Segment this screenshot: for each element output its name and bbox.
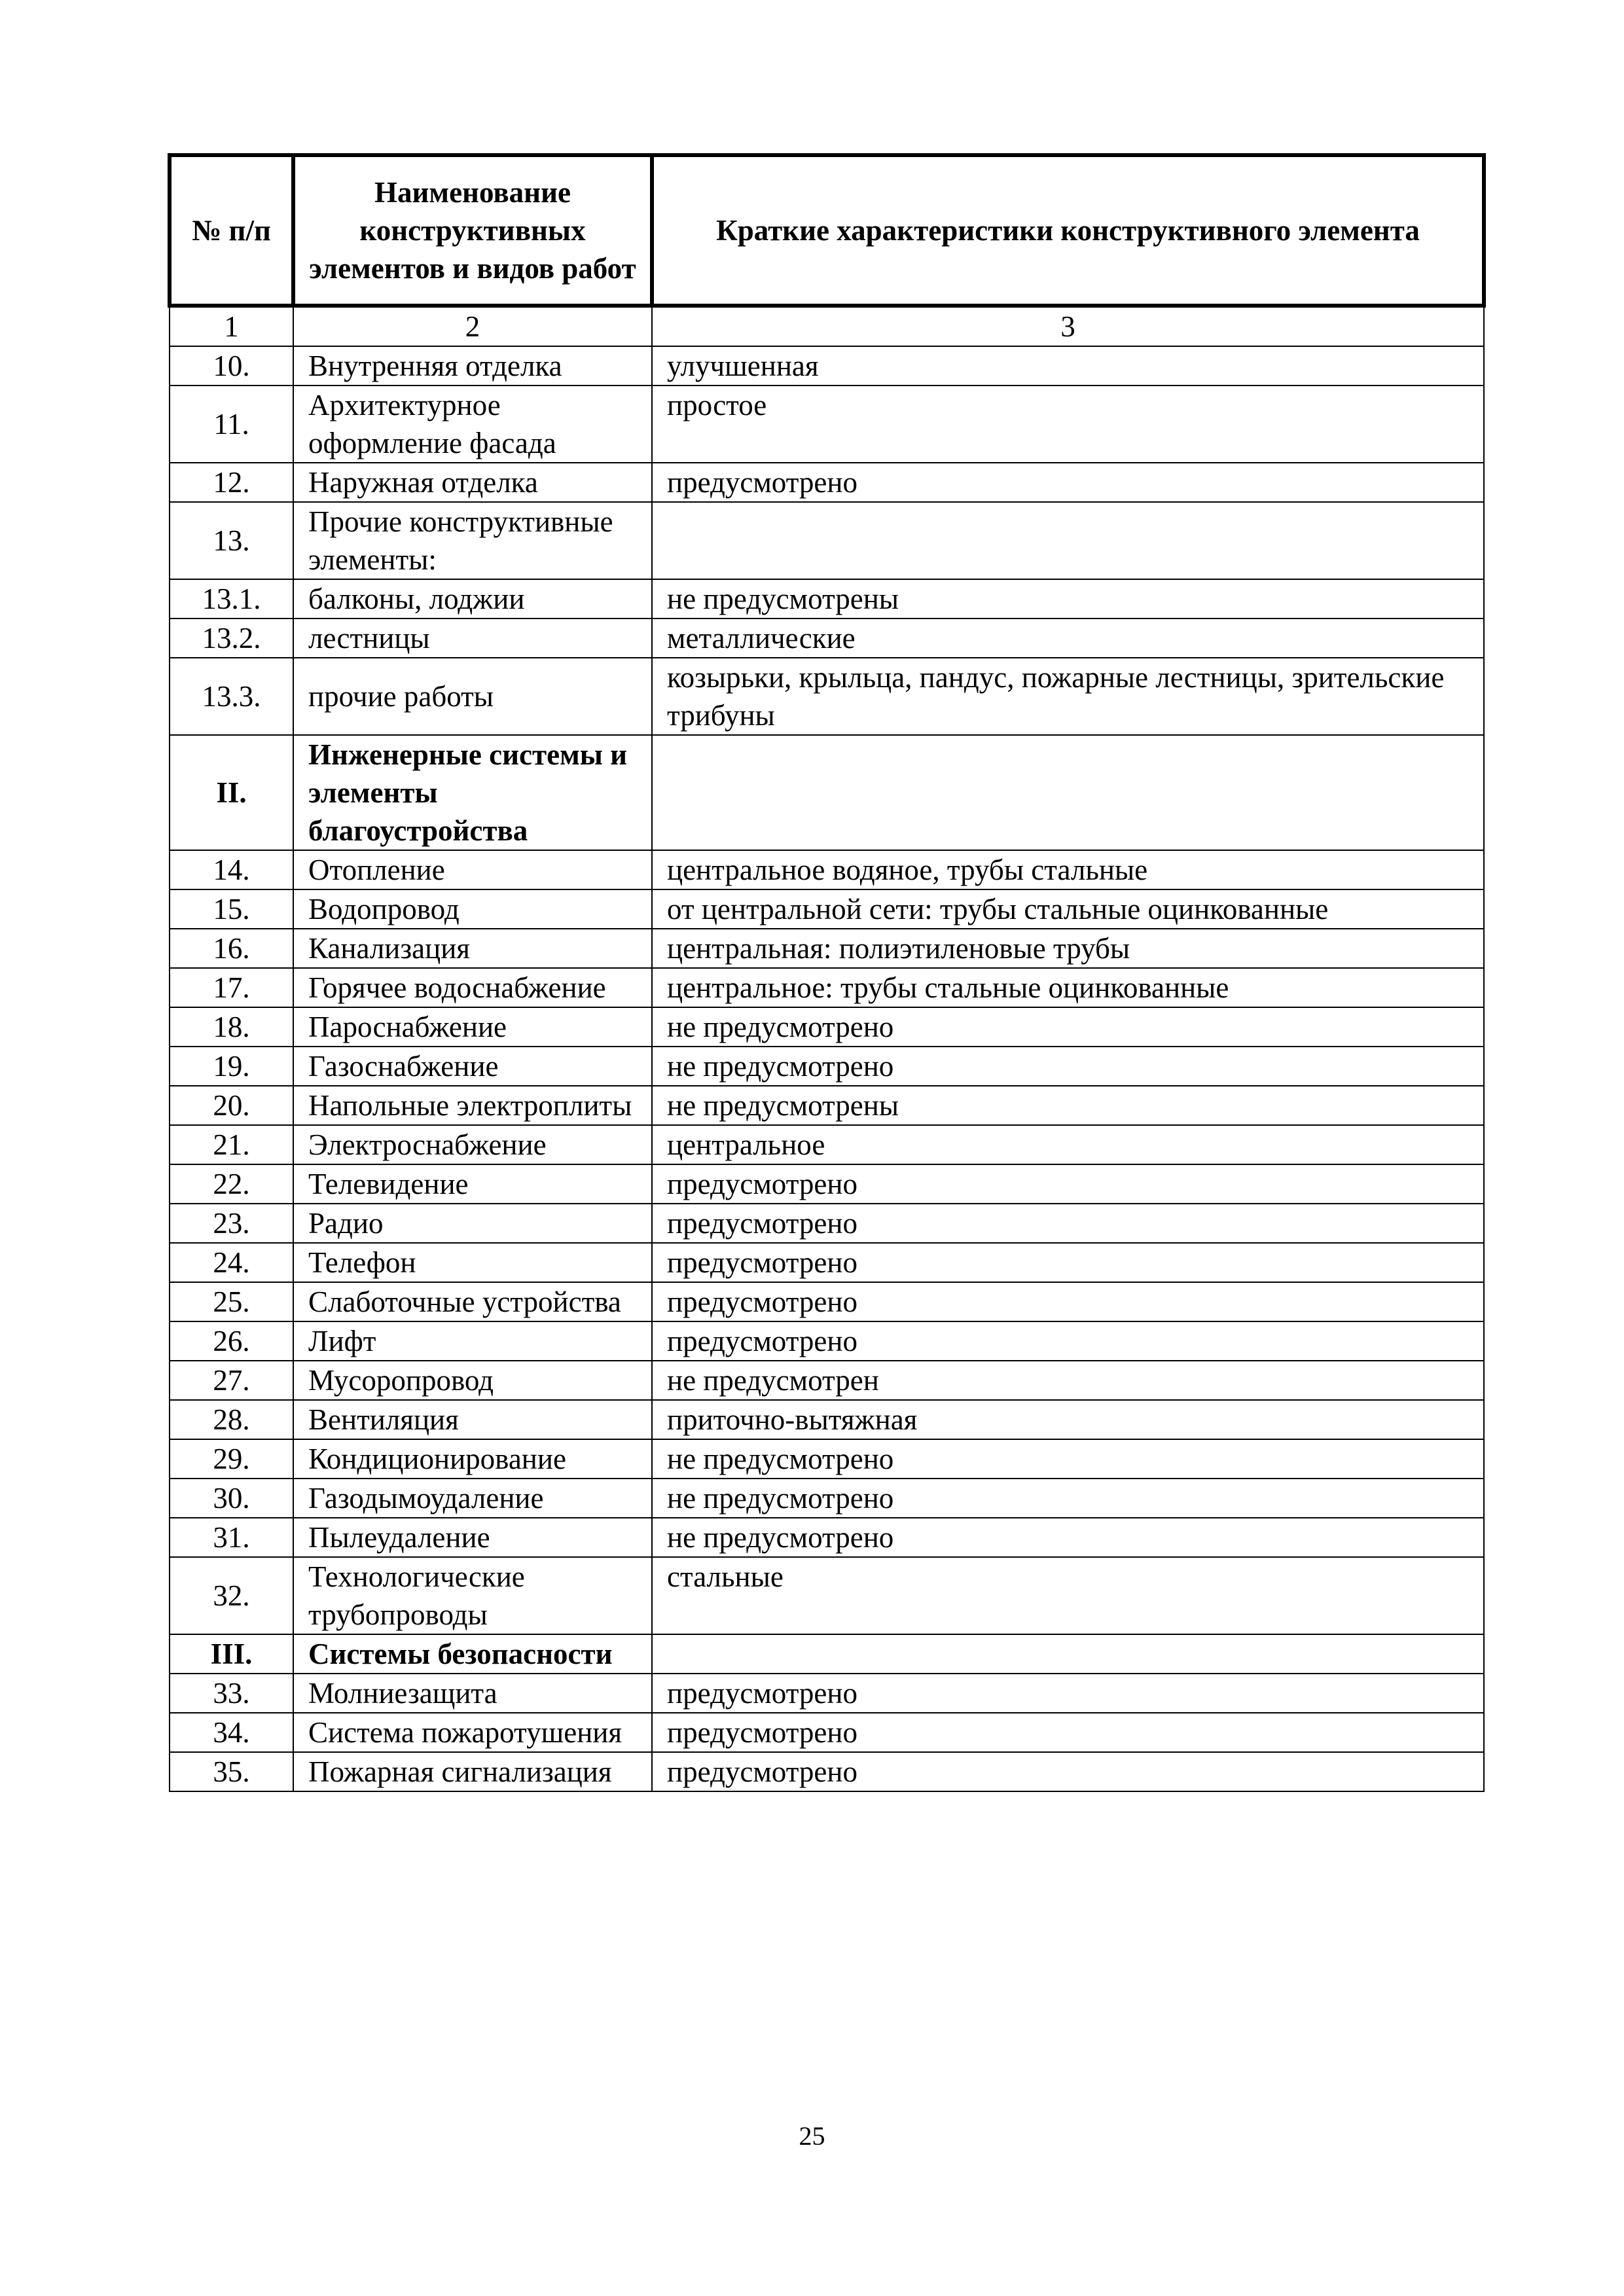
element-characteristics: центральная: полиэтиленовые трубы [652,929,1484,968]
row-number: 19. [170,1047,293,1086]
row-number: 33. [170,1674,293,1713]
row-number: II. [170,735,293,850]
table-row [170,346,1484,386]
element-characteristics: центральное: трубы стальные оцинкованные [652,968,1484,1007]
element-characteristics: не предусмотрено [652,1479,1484,1518]
table-row [170,1007,1484,1047]
table-row [170,968,1484,1007]
row-number: 14. [170,850,293,889]
row-number: 30. [170,1479,293,1518]
row-number: 26. [170,1321,293,1361]
column-index-row [170,306,1484,346]
row-number: 12. [170,463,293,502]
element-characteristics [652,735,1484,850]
element-characteristics [652,1634,1484,1674]
row-number: 18. [170,1007,293,1047]
element-characteristics: улучшенная [652,346,1484,386]
table-row [170,1479,1484,1518]
row-number: 28. [170,1400,293,1439]
table-row [170,463,1484,502]
table-row [170,579,1484,619]
table-row [170,1439,1484,1479]
element-name: Горячее водоснабжение [293,968,652,1007]
element-characteristics: не предусмотрено [652,1518,1484,1557]
element-name: прочие работы [293,658,652,735]
table-row [170,735,1484,850]
table-row [170,1713,1484,1752]
row-number: 13.2. [170,619,293,658]
element-name: Молниезащита [293,1674,652,1713]
row-number: 22. [170,1164,293,1204]
element-name: Слаботочные устройства [293,1282,652,1321]
row-number: 15. [170,889,293,929]
element-name: Наружная отделка [293,463,652,502]
element-name: Газоснабжение [293,1047,652,1086]
table-row [170,1557,1484,1634]
row-number: 34. [170,1713,293,1752]
element-characteristics: предусмотрено [652,1282,1484,1321]
element-characteristics: предусмотрено [652,1752,1484,1791]
element-characteristics: центральное [652,1125,1484,1164]
element-name: Газодымоудаление [293,1479,652,1518]
element-name: Кондиционирование [293,1439,652,1479]
element-name: Электроснабжение [293,1125,652,1164]
element-characteristics: предусмотрено [652,1243,1484,1282]
element-name: Технологические трубопроводы [293,1557,652,1634]
table-row [170,1321,1484,1361]
table-row [170,1518,1484,1557]
element-name: Лифт [293,1321,652,1361]
element-name: Пароснабжение [293,1007,652,1047]
header-number: № п/п [170,155,293,306]
row-number: 16. [170,929,293,968]
element-characteristics: не предусмотрено [652,1439,1484,1479]
element-characteristics: от центральной сети: трубы стальные оцинкованные [652,889,1484,929]
element-name: Отопление [293,850,652,889]
element-name: Телефон [293,1243,652,1282]
row-number: 20. [170,1086,293,1125]
element-name: Канализация [293,929,652,968]
element-name: Внутренняя отделка [293,346,652,386]
row-number: 13. [170,502,293,579]
row-number: 25. [170,1282,293,1321]
element-name: лестницы [293,619,652,658]
element-name: Радио [293,1204,652,1243]
element-characteristics: предусмотрено [652,1674,1484,1713]
element-characteristics: предусмотрено [652,1321,1484,1361]
table-row [170,1674,1484,1713]
row-number: 17. [170,968,293,1007]
element-characteristics: не предусмотрено [652,1047,1484,1086]
column-index-cell: 3 [652,306,1484,346]
element-characteristics: стальные [652,1557,1484,1634]
table-row [170,1125,1484,1164]
element-name: Пылеудаление [293,1518,652,1557]
table-row [170,1243,1484,1282]
row-number: 35. [170,1752,293,1791]
element-name: Архитектурное оформление фасада [293,386,652,463]
header-characteristics: Краткие характеристики конструктивного элемента [652,155,1484,306]
row-number: 29. [170,1439,293,1479]
table-row [170,658,1484,735]
element-characteristics: приточно-вытяжная [652,1400,1484,1439]
element-characteristics: предусмотрено [652,1204,1484,1243]
table-row [170,502,1484,579]
element-name: Система пожаротушения [293,1713,652,1752]
row-number: 11. [170,386,293,463]
table-row [170,1086,1484,1125]
element-name: Телевидение [293,1164,652,1204]
element-characteristics: не предусмотрены [652,1086,1484,1125]
table-row [170,1752,1484,1791]
element-characteristics: предусмотрено [652,1713,1484,1752]
element-characteristics: предусмотрено [652,1164,1484,1204]
row-number: 23. [170,1204,293,1243]
table-row [170,1204,1484,1243]
element-characteristics: не предусмотрены [652,579,1484,619]
row-number: 24. [170,1243,293,1282]
table-header-row [170,155,1484,306]
header-element-name: Наименование конструктивных элементов и видов работ [293,155,652,306]
element-name: балконы, лоджии [293,579,652,619]
table-row [170,1164,1484,1204]
table-row [170,1282,1484,1321]
element-name: Вентиляция [293,1400,652,1439]
column-index-cell: 1 [170,306,293,346]
row-number: 21. [170,1125,293,1164]
table-row [170,1047,1484,1086]
element-name: Пожарная сигнализация [293,1752,652,1791]
element-name: Водопровод [293,889,652,929]
table-row [170,850,1484,889]
table-row [170,1361,1484,1400]
table-row [170,889,1484,929]
element-name: Инженерные системы и элементы благоустройства [293,735,652,850]
column-index-cell: 2 [293,306,652,346]
row-number: III. [170,1634,293,1674]
table-row [170,1634,1484,1674]
row-number: 32. [170,1557,293,1634]
row-number: 10. [170,346,293,386]
element-name: Системы безопасности [293,1634,652,1674]
row-number: 27. [170,1361,293,1400]
element-characteristics [652,502,1484,579]
row-number: 13.1. [170,579,293,619]
element-name: Напольные электроплиты [293,1086,652,1125]
page-number: 25 [799,2121,825,2151]
specification-table [168,153,1486,1792]
row-number: 13.3. [170,658,293,735]
element-name: Мусоропровод [293,1361,652,1400]
element-name: Прочие конструктивные элементы: [293,502,652,579]
table-row [170,929,1484,968]
element-characteristics: предусмотрено [652,463,1484,502]
element-characteristics: простое [652,386,1484,463]
element-characteristics: металлические [652,619,1484,658]
element-characteristics: козырьки, крыльца, пандус, пожарные лестницы, зрительские трибуны [652,658,1484,735]
row-number: 31. [170,1518,293,1557]
table-row [170,619,1484,658]
element-characteristics: не предусмотрено [652,1007,1484,1047]
element-characteristics: центральное водяное, трубы стальные [652,850,1484,889]
element-characteristics: не предусмотрен [652,1361,1484,1400]
table-row [170,386,1484,463]
table-row [170,1400,1484,1439]
